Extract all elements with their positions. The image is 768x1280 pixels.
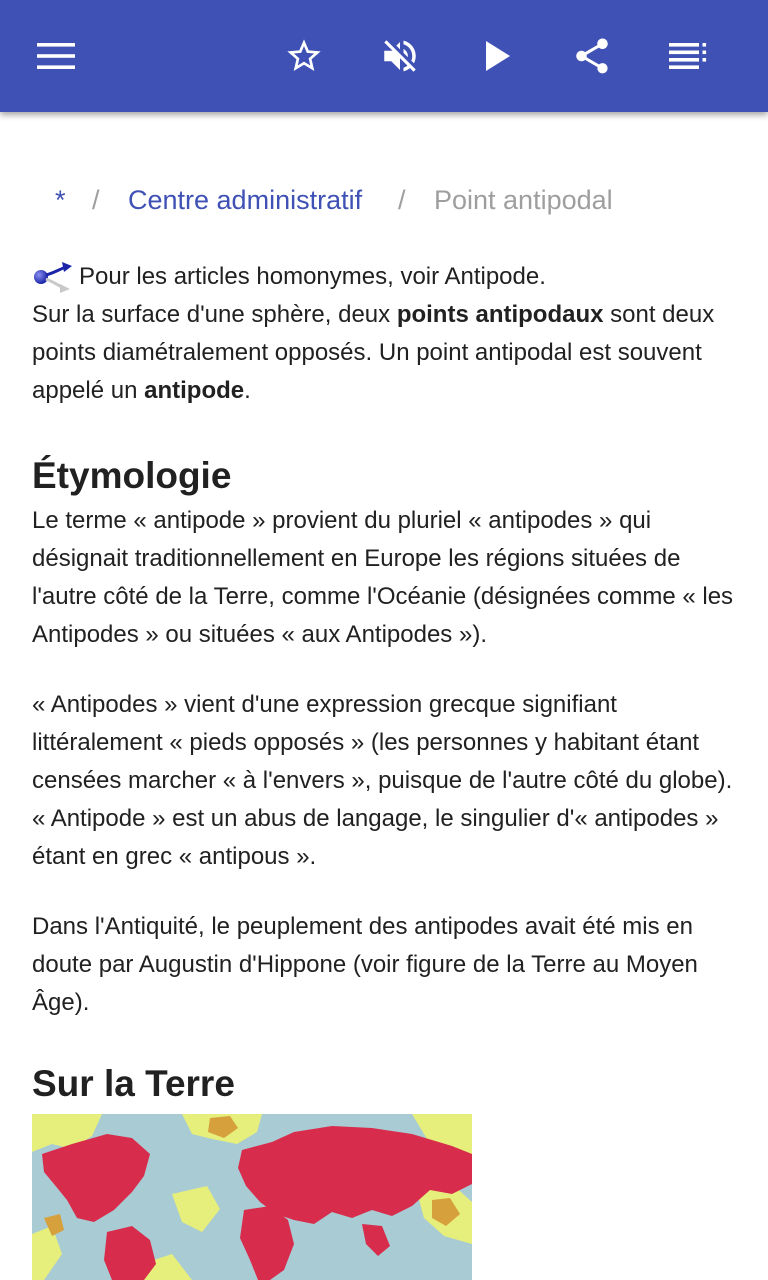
section-heading-earth: Sur la Terre: [32, 1063, 235, 1104]
intro-paragraph: [32, 296, 738, 410]
etymology-paragraph: [32, 908, 738, 1022]
article-content: [32, 258, 738, 1110]
intro-text: .: [244, 377, 251, 404]
antipodes-world-map[interactable]: [32, 1114, 472, 1280]
intro-bold-term: points antipodaux: [396, 301, 604, 328]
paragraph-text: Dans l'Antiquité, le peuplement des antipodes avait été mis en doute par: [32, 913, 693, 978]
breadcrumb-root[interactable]: *: [55, 185, 66, 215]
intro-text: Sur la surface d'une sphère, deux: [32, 301, 397, 328]
hatnote: [32, 258, 738, 296]
breadcrumb-separator: /: [92, 185, 100, 215]
share-button[interactable]: [564, 28, 620, 84]
etymology-paragraph: Le terme « antipode » provient du pluriel « antipodes » qui désignait traditionnellement en Europe les régions situées de l'autre côté de la Terre, comme l'Océanie (désignées comme « les Antipodes » ou situées « aux Antipodes »).: [32, 507, 734, 648]
contents-button[interactable]: [660, 28, 716, 84]
favorite-button[interactable]: [276, 28, 332, 84]
paragraph-text: (voir figure de la Terre au Moyen Âge).: [32, 951, 698, 1016]
star-outline-icon: [283, 36, 325, 76]
section-heading-etymology: Étymologie: [32, 455, 232, 496]
intro-text: sont deux points diamétralement opposés. Un point antipodal est souvent appelé un: [32, 301, 715, 404]
share-icon: [571, 35, 613, 77]
table-of-contents-icon: [669, 43, 707, 69]
breadcrumb: [0, 178, 768, 222]
breadcrumb-separator: /: [398, 185, 406, 215]
mute-button[interactable]: [372, 28, 428, 84]
menu-button[interactable]: [28, 28, 84, 84]
breadcrumb-parent[interactable]: Centre administratif: [128, 185, 363, 215]
hamburger-menu-icon: [37, 43, 75, 69]
intro-bold-term: antipode: [144, 377, 245, 404]
volume-off-icon: [379, 35, 421, 77]
app-toolbar: [0, 0, 768, 112]
augustin-link[interactable]: Augustin d'Hippone: [138, 951, 347, 978]
disambiguation-arrow-icon: [32, 260, 74, 294]
play-icon: [484, 41, 512, 71]
hatnote-text[interactable]: Pour les articles homonymes, voir Antipode.: [79, 263, 546, 290]
breadcrumb-current: Point antipodal: [434, 185, 613, 215]
play-button[interactable]: [470, 28, 526, 84]
etymology-paragraph: « Antipodes » vient d'une expression grecque signifiant littéralement « pieds opposés » (les personnes y habitant étant censées marcher « à l'envers », puisque de l'autre côté du globe). « Antipode » est un abus de langage, le singulier d'« antipodes » étant en grec « antipous ».: [32, 691, 733, 870]
